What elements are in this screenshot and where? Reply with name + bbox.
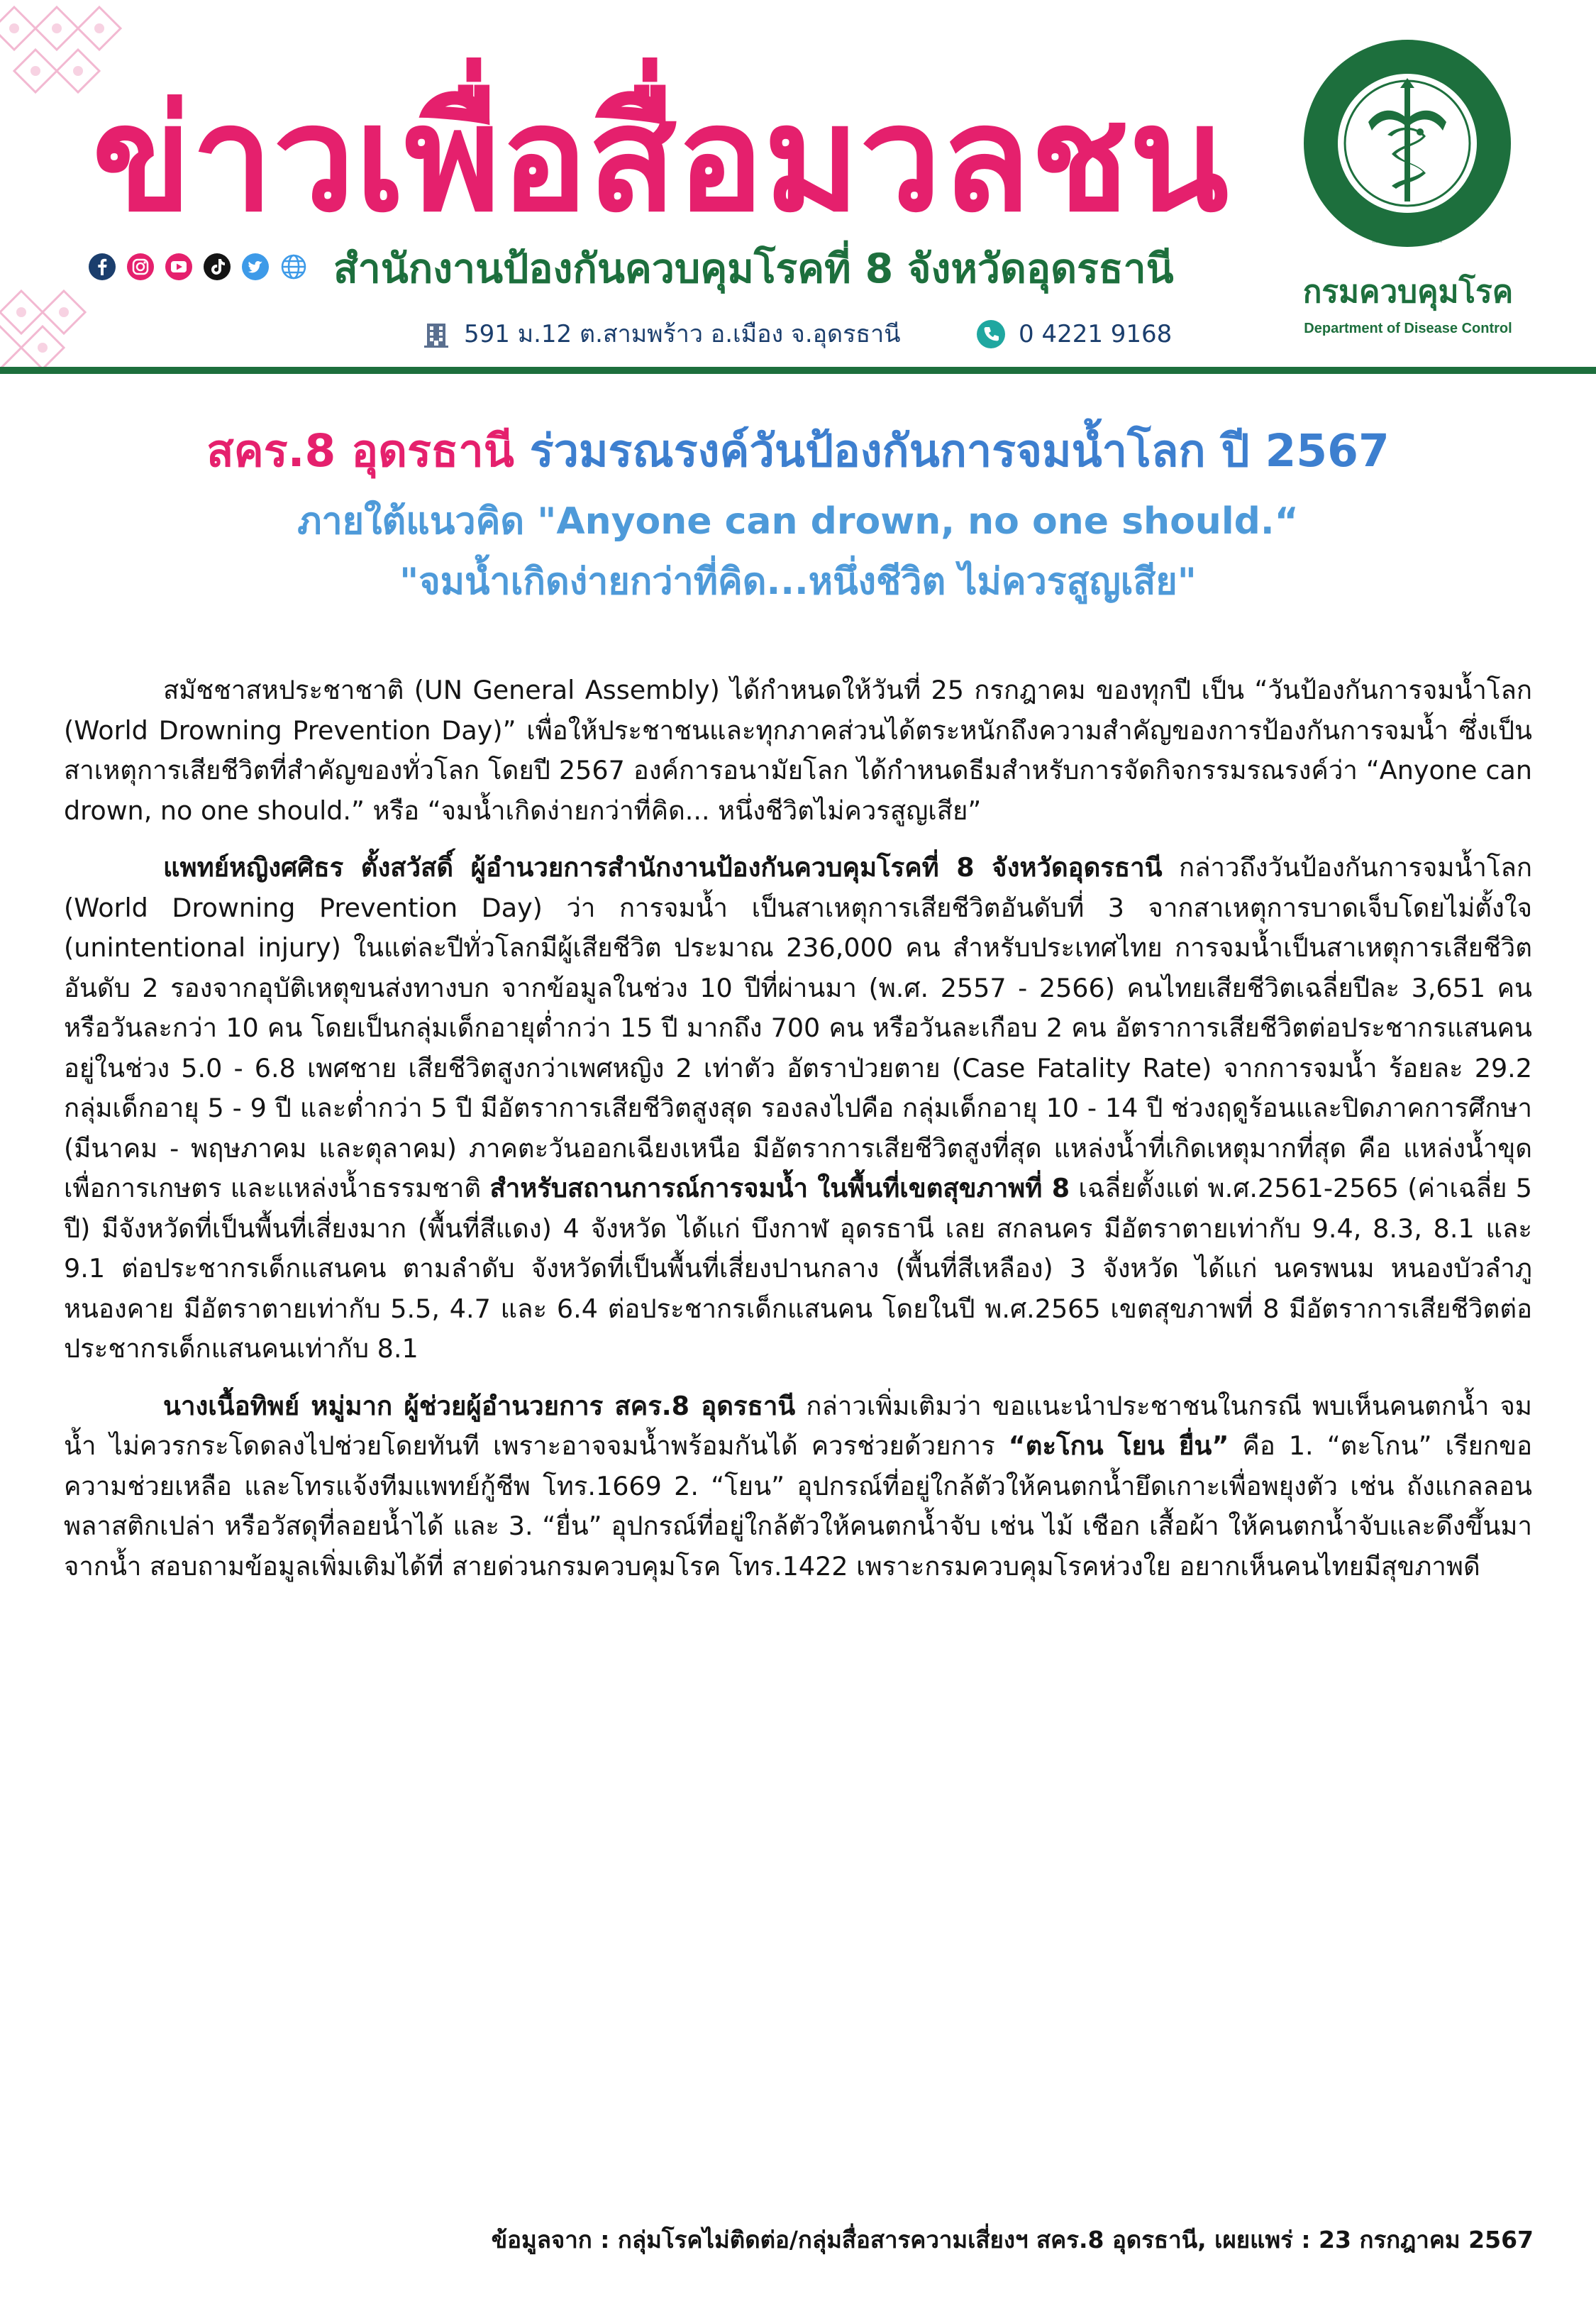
paragraph-2-speaker: แพทย์หญิงศศิธร ตั้งสวัสดิ์ ผู้อำนวยการสำนักงานป้องกันควบคุมโรคที่ 8 จังหวัดอุดรธานี [163, 852, 1163, 883]
header-divider [0, 367, 1596, 374]
paragraph-3-tail: คือ 1. “ตะโกน” เรียกขอความช่วยเหลือ และโทรแจ้งทีมแพทย์กู้ชีพ โทร.1669 2. “โยน” อุปกรณ์ที่อยู่ใกล้ตัวให้คนตกน้ำยึดเกาะเพื่อพยุงตัว เช่น ถังแกลลอนพลาสติกเปล่า หรือวัสดุที่ลอยน้ำได้ และ 3. “ยื่น” อุปกรณ์ที่อยู่ใกล้ตัวให้คนตกน้ำจับ เช่น ไม้ เชือก เสื้อผ้า ให้คนตกน้ำจับและดึงขึ้นมาจากน้ำ สอบถามข้อมูลเพิ่มเติมได้ที่ สายด่วนกรมควบคุมโรค โทร.1422 เพราะกรมควบคุมโรคห่วงใย อยากเห็นคนไทยมีสุขภาพดี [64, 1430, 1532, 1582]
seal-lettering: กระทรวงสาธารณสุข · MINISTRY OF PUBLIC HEALTH [1373, 240, 1442, 243]
twitter-icon[interactable] [241, 253, 270, 281]
youtube-icon[interactable] [165, 253, 193, 281]
article-paragraph-1: สมัชชาสหประชาชาติ (UN General Assembly) ได้กำหนดให้วันที่ 25 กรกฎาคม ของทุกปี เป็น “วันป้องกันการจมน้ำโลก (World Drowning Prevention Day)” เพื่อให้ประชาชนและทุกภาคส่วนได้ตระหนักถึงความสำคัญของการป้องกันการจมน้ำ ซึ่งเป็นสาเหตุการเสียชีวิตที่สำคัญของทั่วโลก โดยปี 2567 องค์การอนามัยโลก ได้กำหนดธีมสำหรับการจัดกิจกรรมรณรงค์ว่า “Anyone can drown, no one should.” หรือ “จมน้ำเกิดง่ายกว่าที่คิด... หนึ่งชีวิตไม่ควรสูญเสีย” [64, 675, 1532, 826]
paragraph-3-body: กล่าวเพิ่มเติมว่า ขอแนะนำประชาชนในกรณี พบเห็นคนตกน้ำ จมน้ำ ไม่ควรกระโดดลงไปช่วยโดยทันที เพราะอาจจมน้ำพร้อมกันได้ ควรช่วยด้วยการ [64, 1390, 1532, 1461]
headline-subtitle-slogan: "จมน้ำเกิดง่ายกว่าที่คิด...หนึ่งชีวิต ไม่ควรสูญเสีย" [399, 561, 1197, 603]
article-paragraph-3 [64, 1386, 1532, 1587]
headline-org: สคร.8 อุดรธานี [206, 425, 514, 477]
headline-title: ร่วมรณรงค์วันป้องกันการจมน้ำโลก ปี 2567 [529, 425, 1390, 477]
paragraph-2-region-heading: สำหรับสถานการณ์การจมน้ำ ในพื้นที่เขตสุขภาพที่ 8 [489, 1173, 1070, 1203]
paragraph-2-region-body: เฉลี่ยตั้งแต่ พ.ศ.2561-2565 (ค่าเฉลี่ย 5 ปี) มีจังหวัดที่เป็นพื้นที่เสี่ยงมาก (พื้นที่สีแดง) 4 จังหวัด ได้แก่ บึงกาฬ อุดรธานี เลย สกลนคร มีอัตราตายเท่ากับ 9.4, 8.3, 8.1 และ 9.1 ต่อประชากรเด็กแสนคน ตามลำดับ จังหวัดที่เป็นพื้นที่เสี่ยงปานกลาง (พื้นที่สีเหลือง) 3 จังหวัด ได้แก่ นครพนม หนองบัวลำภู หนองคาย มีอัตราตายเท่ากับ 5.5, 4.7 และ 6.4 ต่อประชากรเด็กแสนคน โดยในปี พ.ศ.2565 เขตสุขภาพที่ 8 มีอัตราการเสียชีวิตต่อประชากรเด็กแสนคนเท่ากับ 8.1 [64, 1173, 1532, 1364]
facebook-icon[interactable] [88, 253, 116, 281]
office-name: สำนักงานป้องกันควบคุมโรคที่ 8 จังหวัดอุดรธานี [333, 246, 1174, 292]
office-address [421, 318, 900, 351]
office-phone [976, 318, 1172, 351]
paragraph-3-rescue-method: “ตะโกน โยน ยื่น” [1008, 1430, 1229, 1461]
ministry-of-public-health-seal [1301, 37, 1514, 250]
website-globe-icon[interactable] [279, 253, 308, 281]
article-body [64, 671, 1532, 1604]
social-icons [88, 251, 318, 282]
masthead-title: ข่าวเพื่อสื่อมวลชน [92, 75, 1229, 244]
building-icon [421, 319, 451, 349]
paragraph-3-speaker: นางเนื้อทิพย์ หมู่มาก ผู้ช่วยผู้อำนวยการ สคร.8 อุดรธานี [163, 1390, 796, 1421]
thai-pattern-decoration-bottom [0, 277, 128, 369]
phone-text: 0 4221 9168 [1019, 320, 1173, 348]
paragraph-2-body: กล่าวถึงวันป้องกันการจมน้ำโลก (World Drowning Prevention Day) ว่า การจมน้ำ เป็นสาเหตุการเสียชีวิตอันดับที่ 3 จากสาเหตุการบาดเจ็บโดยไม่ตั้งใจ (unintentional injury) ในแต่ละปีทั่วโลกมีผู้เสียชีวิต ประมาณ 236,000 คน สำหรับประเทศไทย การจมน้ำเป็นสาเหตุการเสียชีวิตอันดับ 2 รองจากอุบัติเหตุขนส่งทางบก จากข้อมูลในช่วง 10 ปีที่ผ่านมา (พ.ศ. 2557 - 2566) คนไทยเสียชีวิตเฉลี่ยปีละ 3,651 คน หรือวันละกว่า 10 คน โดยเป็นกลุ่มเด็กอายุต่ำกว่า 15 ปี มากถึง 700 คน หรือวันละเกือบ 2 คน อัตราการเสียชีวิตต่อประชากรแสนคน อยู่ในช่วง 5.0 - 6.8 เพศชาย เสียชีวิตสูงกว่าเพศหญิง 2 เท่าตัว อัตราป่วยตาย (Case Fatality Rate) จากการจมน้ำ ร้อยละ 29.2 กลุ่มเด็กอายุ 5 - 9 ปี และต่ำกว่า 5 ปี มีอัตราการเสียชีวิตสูงสุด รองลงไปคือ กลุ่มเด็กอายุ 10 - 14 ปี ช่วงฤดูร้อนและปิดภาคการศึกษา (มีนาคม - พฤษภาคม และตุลาคม) ภาคตะวันออกเฉียงเหนือ มีอัตราการเสียชีวิตสูงที่สุด แหล่งน้ำที่เกิดเหตุมากที่สุด คือ แหล่งน้ำขุดเพื่อการเกษตร และแหล่งน้ำธรรมชาติ [64, 852, 1532, 1203]
address-text: 591 ม.12 ต.สามพร้าว อ.เมือง จ.อุดรธานี [464, 320, 901, 348]
press-release-header [0, 0, 1596, 369]
headline-subtitle-concept: ภายใต้แนวคิด "Anyone can drown, no one should.“ [297, 500, 1299, 543]
department-name-thai: กรมควบคุมโรค [1302, 274, 1514, 310]
article-paragraph-2 [64, 848, 1532, 1369]
source-and-publish-date: ข้อมูลจาก : กลุ่มโรคไม่ติดต่อ/กลุ่มสื่อสารความเสี่ยงฯ สคร.8 อุดรธานี, เผยแพร่ : 23 กรกฎาคม 2567 [491, 2226, 1534, 2253]
department-name-english: Department of Disease Control [1304, 321, 1512, 336]
press-release-headline [0, 419, 1596, 484]
tiktok-icon[interactable] [203, 253, 231, 281]
phone-icon [976, 319, 1006, 349]
instagram-icon[interactable] [126, 253, 155, 281]
